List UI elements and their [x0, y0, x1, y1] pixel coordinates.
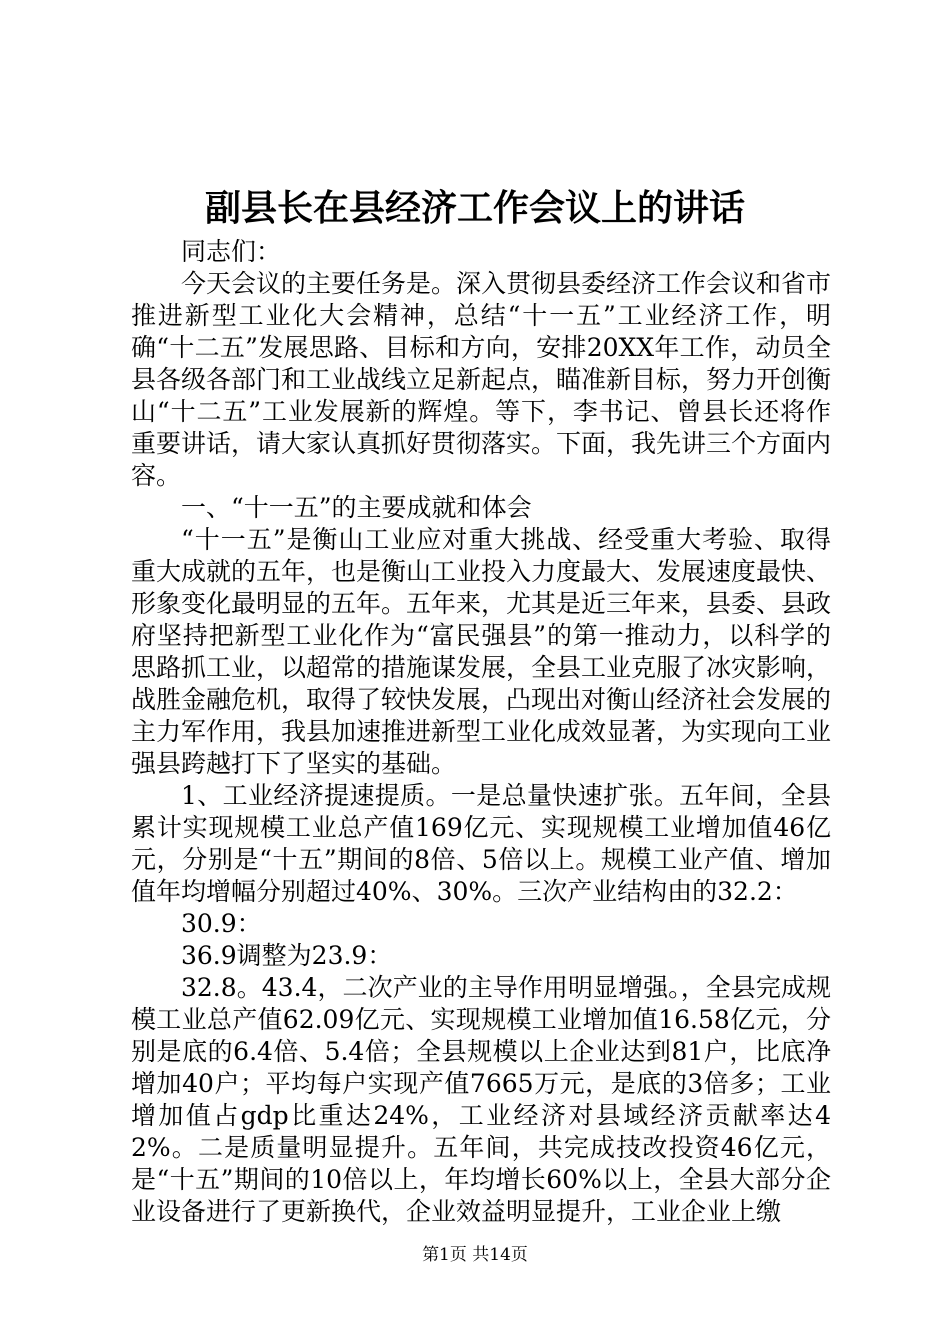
salutation-paragraph: 同志们： [181, 237, 282, 266]
document-body [131, 236, 831, 1228]
ratio-adjust-line: 36.9调整为23.9： [181, 941, 393, 970]
document-title: 副县长在县经济工作会议上的讲话 [204, 187, 745, 229]
intro-paragraph: 今天会议的主要任务是。深入贯彻县委经济工作会议和省市推进新型工业化大会精神，总结“十一五”工业经济工作，明确“十二五”发展思路、目标和方向，安排20XX年工作，动员全县各级各部门和工业战线立足新起点，瞄准新目标，努力开创衡山“十二五”工业发展新的辉煌。等下，李书记、曾县长还将作重要讲话，请大家认真抓好贯彻落实。下面，我先讲三个方面内容。 [131, 269, 832, 490]
page-footer: 第1页 共14页 [422, 1245, 528, 1265]
results-paragraph: 32.8。43.4，二次产业的主导作用明显增强。，全县完成规模工业总产值62.09亿元、实现规模工业增加值16.58亿元，分别是底的6.4倍、5.4倍；全县规模以上企业达到81户，比底净增加40户；平均每户实现产值7665万元，是底的3倍多；工业增加值占gdp比重达24%，工业经济对县域经济贡献率达42%。二是质量明显提升。五年间，共完成技改投资46亿元，是“十五”期间的10倍以上，年均增长60%以上，全县大部分企业设备进行了更新换代，企业效益明显提升，工业企业上缴 [131, 973, 831, 1226]
industry-paragraph: 1、工业经济提速提质。一是总量快速扩张。五年间，全县累计实现规模工业总产值169亿元、实现规模工业增加值46亿元，分别是“十五”期间的8倍、5倍以上。规模工业产值、增加值年均增幅分别超过40%、30%。三次产业结构由的32.2： [131, 781, 831, 906]
achievements-paragraph: “十一五”是衡山工业应对重大挑战、经受重大考验、取得重大成就的五年，也是衡山工业投入力度最大、发展速度最快、形象变化最明显的五年。五年来，尤其是近三年来，县委、县政府坚持把新型工业化作为“富民强县”的第一推动力，以科学的思路抓工业，以超常的措施谋发展，全县工业克服了冰灾影响，战胜金融危机，取得了较快发展，凸现出对衡山经济社会发展的主力军作用，我县加速推进新型工业化成效显著，为实现向工业强县跨越打下了坚实的基础。 [131, 525, 832, 778]
ratio-line: 30.9： [181, 909, 262, 938]
section-heading: 一、“十一五”的主要成就和体会 [181, 493, 532, 522]
